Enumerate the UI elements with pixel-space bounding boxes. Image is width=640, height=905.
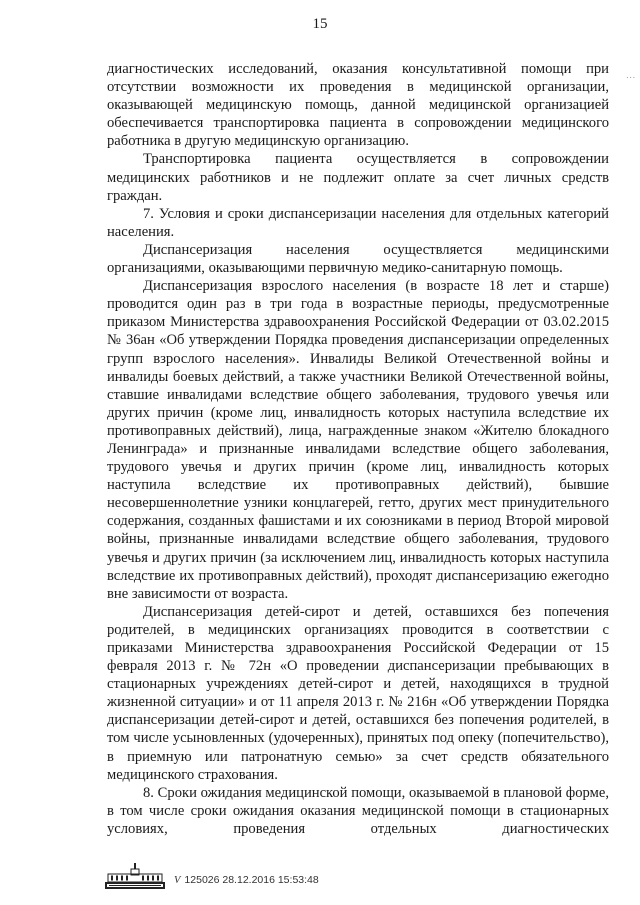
margin-scan-mark: ... bbox=[626, 70, 636, 80]
paragraph-orphans-dispensary: Диспансеризация детей-сирот и детей, оставшихся без попечения родителей, в медицинских организациях проводится в соответствии с приказами Министерства здравоохранения Российской Федерации от 15 февраля 2013 г. № 72н «О проведении диспансеризации пребывающих в стационарных учреждениях детей-сирот и детей, находящихся в трудной жизненной ситуации» и от 11 апреля 2013 г. № 216н «Об утверждении Порядка диспансеризации детей-сирот и детей, оставшихся без попечения родителей, в том числе усыновленных (удочеренных), принятых под опеку (попечительство), в приемную или патронатную семью» за счет средств обязательного медицинского страхования. bbox=[107, 603, 609, 783]
stamp-datetime: 125026 28.12.2016 15:53:48 bbox=[184, 874, 319, 886]
paragraph-dispensary-orgs: Диспансеризация населения осуществляется медицинскими организациями, оказывающими первичную медико-санитарную помощь. bbox=[107, 241, 609, 277]
section-heading-7: 7. Условия и сроки диспансеризации населения для отдельных категорий населения. bbox=[107, 205, 609, 240]
paragraph-adult-dispensary: Диспансеризация взрослого населения (в возрасте 18 лет и старше) проводится один раз в три года в возрастные периоды, предусмотренные приказом Министерства здравоохранения Российской Федерации от 03.02.2015 № 36ан «Об утверждении Порядка проведения диспансеризации определенных групп взрослого населения». Инвалиды Великой Отечественной войны и инвалиды боевых действий, а также участники Великой Отечественной войны, ставшие инвалидами вследствие общего заболевания, трудового увечья или других причин (кроме лиц, инвалидность которых наступила вследствие их противоправных действий), лица, награжденные знаком «Жителю блокадного Ленинграда» и признанные инвалидами вследствие общего заболевания, трудового увечья и других причин (кроме лиц, инвалидность которых наступила вследствие их противоправных действий), бывшие несовершеннолетние узники концлагерей, гетто, других мест принудительного содержания, созданных фашистами и их союзниками в период Второй мировой войны, признанные инвалидами вследствие общего заболевания, трудового увечья и других причин (за исключением лиц, инвалидность которых наступила вследствие их противоправных действий), проходят диспансеризацию ежегодно вне зависимости от возраста. bbox=[107, 278, 609, 602]
paragraph-transport-continuation: диагностических исследований, оказания консультативной помощи при отсутствии возможности их проведения в медицинской организации, оказывающей медицинскую помощь, данной медицинской организацией обеспечивается транспортировка пациента в сопровождении медицинского работника в другую медицинскую организацию. bbox=[107, 61, 609, 150]
document-body bbox=[107, 60, 609, 838]
version-mark: V bbox=[174, 875, 181, 886]
building-logo-icon bbox=[104, 862, 166, 890]
document-footer bbox=[104, 862, 319, 890]
document-stamp bbox=[174, 874, 319, 890]
section-heading-8: 8. Сроки ожидания медицинской помощи, оказываемой в плановой форме, в том числе сроки ожидания оказания медицинской помощи в стационарных условиях, проведения отдельных диагностических bbox=[107, 784, 609, 837]
page-number: 15 bbox=[312, 16, 328, 32]
paragraph-transport-payment: Транспортировка пациента осуществляется в сопровождении медицинских работников и не подлежит оплате за счет личных средств граждан. bbox=[107, 151, 609, 204]
